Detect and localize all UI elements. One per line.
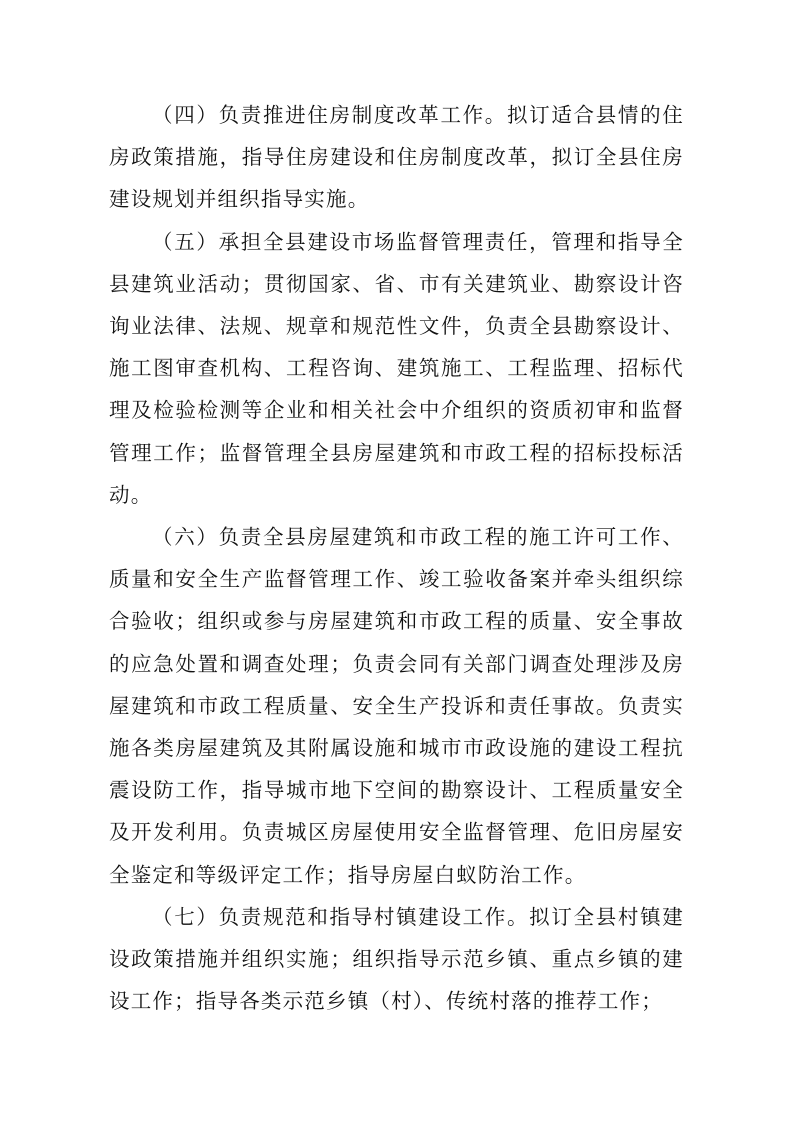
document-body [109, 94, 684, 1022]
paragraph-item-6: （六）负责全县房屋建筑和市政工程的施工许可工作、质量和安全生产监督管理工作、竣工验收备案并牵头组织综合验收；组织或参与房屋建筑和市政工程的质量、安全事故的应急处置和调查处理；负责会同有关部门调查处理涉及房屋建筑和市政工程质量、安全生产投诉和责任事故。负责实施各类房屋建筑及其附属设施和城市市政设施的建设工程抗震设防工作，指导城市地下空间的勘察设计、工程质量安全及开发利用。负责城区房屋使用安全监督管理、危旧房屋安全鉴定和等级评定工作；指导房屋白蚁防治工作。 [109, 525, 684, 887]
paragraph-item-4: （四）负责推进住房制度改革工作。拟订适合县情的住房政策措施，指导住房建设和住房制度改革，拟订全县住房建设规划并组织指导实施。 [109, 103, 684, 212]
paragraph-item-5: （五）承担全县建设市场监督管理责任，管理和指导全县建筑业活动；贯彻国家、省、市有关建筑业、勘察设计咨询业法律、法规、规章和规范性文件，负责全县勘察设计、施工图审查机构、工程咨询、建筑施工、工程监理、招标代理及检验检测等企业和相关社会中介组织的资质初审和监督管理工作；监督管理全县房屋建筑和市政工程的招标投标活动。 [109, 229, 684, 507]
paragraph-item-7: （七）负责规范和指导村镇建设工作。拟订全县村镇建设政策措施并组织实施；组织指导示范乡镇、重点乡镇的建设工作；指导各类示范乡镇（村）、传统村落的推荐工作； [109, 904, 684, 1014]
